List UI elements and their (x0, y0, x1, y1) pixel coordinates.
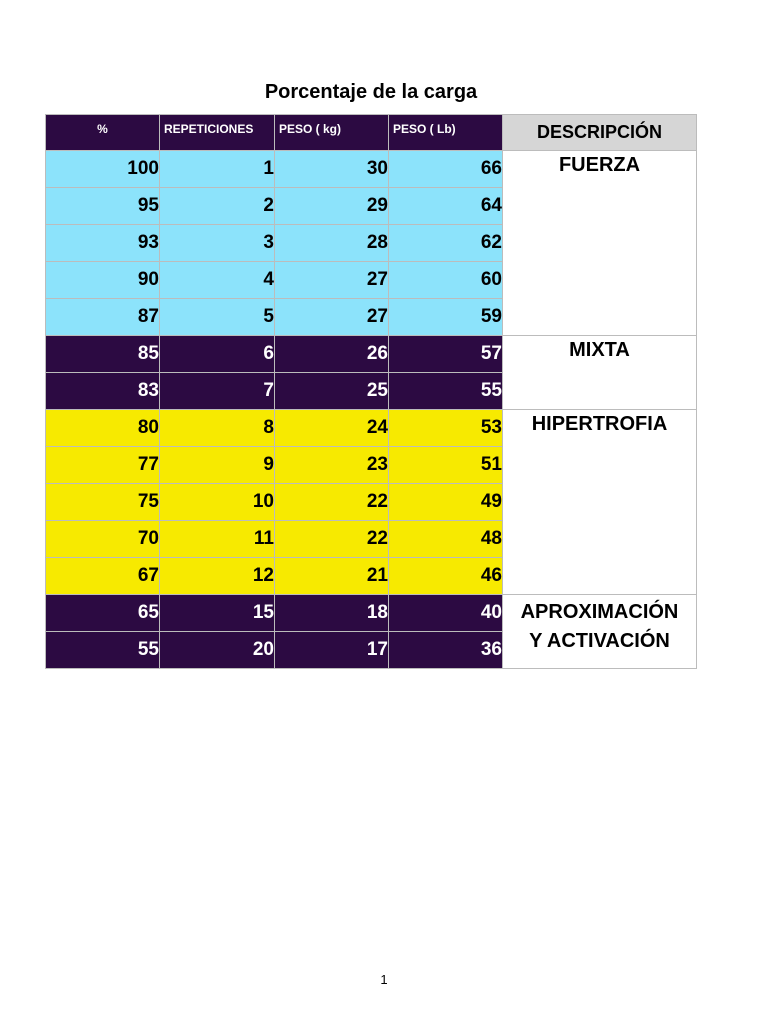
cell-repetitions: 11 (160, 521, 275, 558)
cell-weight-lb: 57 (389, 336, 503, 373)
page-number: 1 (380, 972, 388, 987)
table-row (46, 595, 697, 632)
cell-weight-kg: 22 (275, 484, 389, 521)
description-hipertrofia: HIPERTROFIA (503, 410, 697, 595)
cell-weight-lb: 51 (389, 447, 503, 484)
cell-repetitions: 20 (160, 632, 275, 669)
description-mixta: MIXTA (503, 336, 697, 410)
cell-weight-lb: 48 (389, 521, 503, 558)
cell-weight-kg: 24 (275, 410, 389, 447)
cell-weight-kg: 26 (275, 336, 389, 373)
cell-percent: 85 (46, 336, 160, 373)
cell-weight-lb: 40 (389, 595, 503, 632)
cell-repetitions: 5 (160, 299, 275, 336)
cell-weight-kg: 17 (275, 632, 389, 669)
cell-percent: 70 (46, 521, 160, 558)
cell-repetitions: 9 (160, 447, 275, 484)
cell-weight-kg: 21 (275, 558, 389, 595)
cell-repetitions: 2 (160, 188, 275, 225)
table-row (46, 336, 697, 373)
table-row (46, 151, 697, 188)
cell-repetitions: 1 (160, 151, 275, 188)
cell-repetitions: 4 (160, 262, 275, 299)
header-description: DESCRIPCIÓN (503, 115, 697, 151)
header-weight-lb: PESO ( Lb) (389, 115, 503, 151)
cell-percent: 65 (46, 595, 160, 632)
cell-repetitions: 7 (160, 373, 275, 410)
cell-repetitions: 6 (160, 336, 275, 373)
page-title: Porcentaje de la carga (264, 81, 478, 103)
cell-weight-kg: 30 (275, 151, 389, 188)
cell-percent: 67 (46, 558, 160, 595)
cell-weight-lb: 64 (389, 188, 503, 225)
cell-weight-lb: 46 (389, 558, 503, 595)
cell-weight-kg: 25 (275, 373, 389, 410)
header-percent: % (46, 115, 160, 151)
cell-weight-lb: 59 (389, 299, 503, 336)
description-aproximacion-line2: Y ACTIVACIÓN (529, 630, 670, 652)
description-aproximacion (503, 595, 697, 669)
cell-repetitions: 10 (160, 484, 275, 521)
table-row (46, 410, 697, 447)
cell-weight-kg: 27 (275, 299, 389, 336)
table-header-row (46, 115, 697, 151)
cell-weight-lb: 66 (389, 151, 503, 188)
cell-repetitions: 8 (160, 410, 275, 447)
cell-weight-lb: 36 (389, 632, 503, 669)
cell-percent: 90 (46, 262, 160, 299)
cell-repetitions: 3 (160, 225, 275, 262)
cell-weight-kg: 22 (275, 521, 389, 558)
cell-weight-kg: 28 (275, 225, 389, 262)
cell-weight-kg: 23 (275, 447, 389, 484)
cell-percent: 93 (46, 225, 160, 262)
cell-weight-lb: 49 (389, 484, 503, 521)
cell-weight-kg: 29 (275, 188, 389, 225)
description-fuerza: FUERZA (503, 151, 697, 336)
header-repetitions: REPETICIONES (160, 115, 275, 151)
cell-percent: 95 (46, 188, 160, 225)
description-aproximacion-line1: APROXIMACIÓN (520, 601, 679, 623)
header-weight-kg: PESO ( kg) (275, 115, 389, 151)
cell-percent: 75 (46, 484, 160, 521)
cell-weight-lb: 60 (389, 262, 503, 299)
cell-percent: 100 (46, 151, 160, 188)
cell-percent: 87 (46, 299, 160, 336)
cell-percent: 80 (46, 410, 160, 447)
cell-weight-lb: 55 (389, 373, 503, 410)
load-percentage-table (45, 114, 697, 669)
cell-repetitions: 12 (160, 558, 275, 595)
cell-percent: 55 (46, 632, 160, 669)
cell-percent: 83 (46, 373, 160, 410)
cell-weight-kg: 18 (275, 595, 389, 632)
cell-weight-lb: 53 (389, 410, 503, 447)
cell-repetitions: 15 (160, 595, 275, 632)
cell-percent: 77 (46, 447, 160, 484)
cell-weight-lb: 62 (389, 225, 503, 262)
cell-weight-kg: 27 (275, 262, 389, 299)
